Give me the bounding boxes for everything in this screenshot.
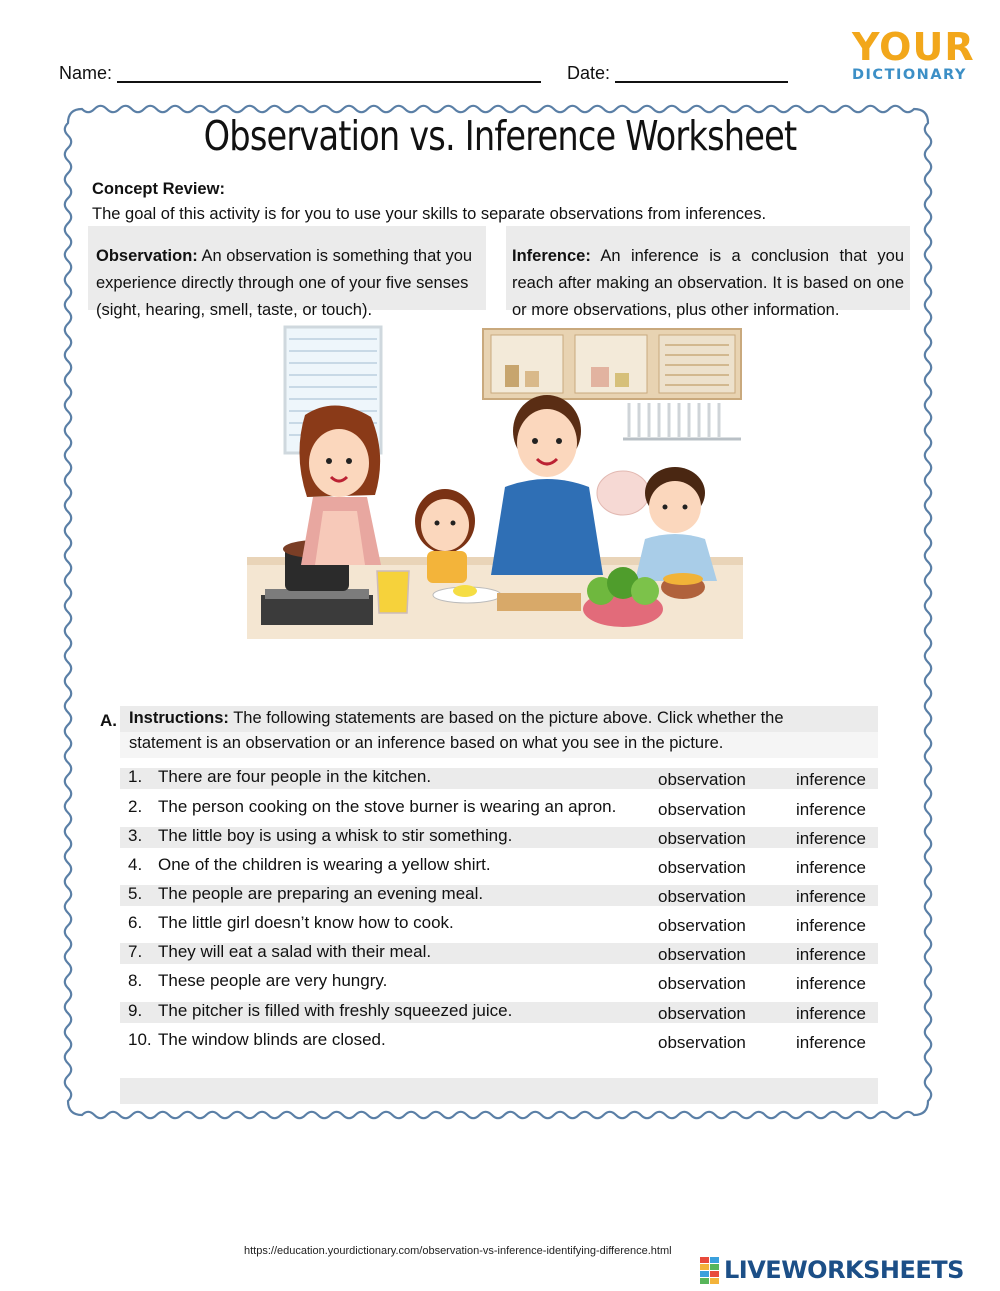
observation-term: Observation: <box>96 247 198 265</box>
mother-figure <box>299 405 381 565</box>
instructions-label: Instructions: <box>129 709 229 727</box>
inference-option[interactable]: inference <box>796 945 866 964</box>
observation-option[interactable]: observation <box>658 829 746 848</box>
statement-text: They will eat a salad with their meal. <box>158 942 432 961</box>
observation-option[interactable]: observation <box>658 1033 746 1052</box>
inference-option[interactable]: inference <box>796 1004 866 1023</box>
inference-option[interactable]: inference <box>796 829 866 848</box>
inference-option[interactable]: inference <box>796 916 866 935</box>
liveworksheets-text: LIVEWORKSHEETS <box>724 1256 964 1284</box>
observation-option[interactable]: observation <box>658 974 746 993</box>
name-input-line[interactable] <box>117 81 541 83</box>
statement-text: There are four people in the kitchen. <box>158 767 432 786</box>
statement-text: The person cooking on the stove burner is wearing an apron. <box>158 797 617 816</box>
liveworksheets-blocks-icon <box>698 1257 722 1285</box>
statement-number: 6. <box>128 913 143 932</box>
inference-option[interactable]: inference <box>796 1033 866 1052</box>
inference-option[interactable]: inference <box>796 974 866 993</box>
observation-option[interactable]: observation <box>658 1004 746 1023</box>
yourdictionary-logo <box>852 25 975 83</box>
observation-option[interactable]: observation <box>658 916 746 935</box>
observation-option[interactable]: observation <box>658 858 746 877</box>
instructions-text-1: The following statements are based on the picture above. Click whether the <box>233 709 784 727</box>
inference-option[interactable]: inference <box>796 858 866 877</box>
family-kitchen-illustration <box>247 325 743 639</box>
statement-number: 2. <box>128 797 143 816</box>
inference-option[interactable]: inference <box>796 887 866 906</box>
instructions-line-2: statement is an observation or an inference based on what you see in the picture. <box>129 734 724 752</box>
statement-number: 9. <box>128 1001 143 1020</box>
observation-option[interactable]: observation <box>658 945 746 964</box>
statement-number: 4. <box>128 855 143 874</box>
statement-number: 1. <box>128 767 143 786</box>
bottom-band <box>120 1078 878 1104</box>
liveworksheets-logo <box>698 1256 994 1286</box>
observation-option[interactable]: observation <box>658 770 746 789</box>
concept-goal-text: The goal of this activity is for you to use your skills to separate observations from inferences. <box>92 205 767 223</box>
statement-text: The little boy is using a whisk to stir something. <box>158 826 513 845</box>
statement-text: The little girl doesn’t know how to cook. <box>158 913 454 932</box>
statement-text: The pitcher is filled with freshly squeezed juice. <box>158 1001 513 1020</box>
date-input-line[interactable] <box>615 81 788 83</box>
inference-option[interactable]: inference <box>796 800 866 819</box>
logo-your-text: YOUR <box>852 25 975 69</box>
statement-number: 10. <box>128 1030 152 1049</box>
observation-option[interactable]: observation <box>658 887 746 906</box>
observation-definition <box>96 243 480 324</box>
observation-option[interactable]: observation <box>658 800 746 819</box>
statement-number: 5. <box>128 884 143 903</box>
name-label: Name: <box>59 63 113 83</box>
logo-dictionary-text: DICTIONARY <box>852 67 967 83</box>
statement-text: The window blinds are closed. <box>158 1030 386 1049</box>
date-label: Date: <box>567 63 611 83</box>
worksheet-title: Observation vs. Inference Worksheet <box>203 112 797 160</box>
inference-definition <box>512 243 904 324</box>
section-letter: A. <box>100 711 117 730</box>
statement-text: One of the children is wearing a yellow shirt. <box>158 855 491 874</box>
statement-number: 3. <box>128 826 143 845</box>
instructions-line-1 <box>129 709 784 728</box>
statement-number: 7. <box>128 942 143 961</box>
statement-number: 8. <box>128 971 143 990</box>
wall-cabinets <box>483 329 741 399</box>
source-url[interactable]: https://education.yourdictionary.com/observation-vs-inference-identifying-difference.html <box>244 1245 672 1257</box>
inference-text: An inference is a conclusion that you reach after making an observation. It is based on one or more observations, plus other information. <box>512 247 904 319</box>
statement-text: The people are preparing an evening meal. <box>158 884 484 903</box>
observation-text: An observation is something that you experience directly through one of your five senses (sight, hearing, smell, taste, or touch). <box>96 247 473 319</box>
inference-term: Inference: <box>512 247 591 265</box>
statement-text: These people are very hungry. <box>158 971 388 990</box>
inference-option[interactable]: inference <box>796 770 866 789</box>
concept-review-heading: Concept Review: <box>92 180 225 198</box>
